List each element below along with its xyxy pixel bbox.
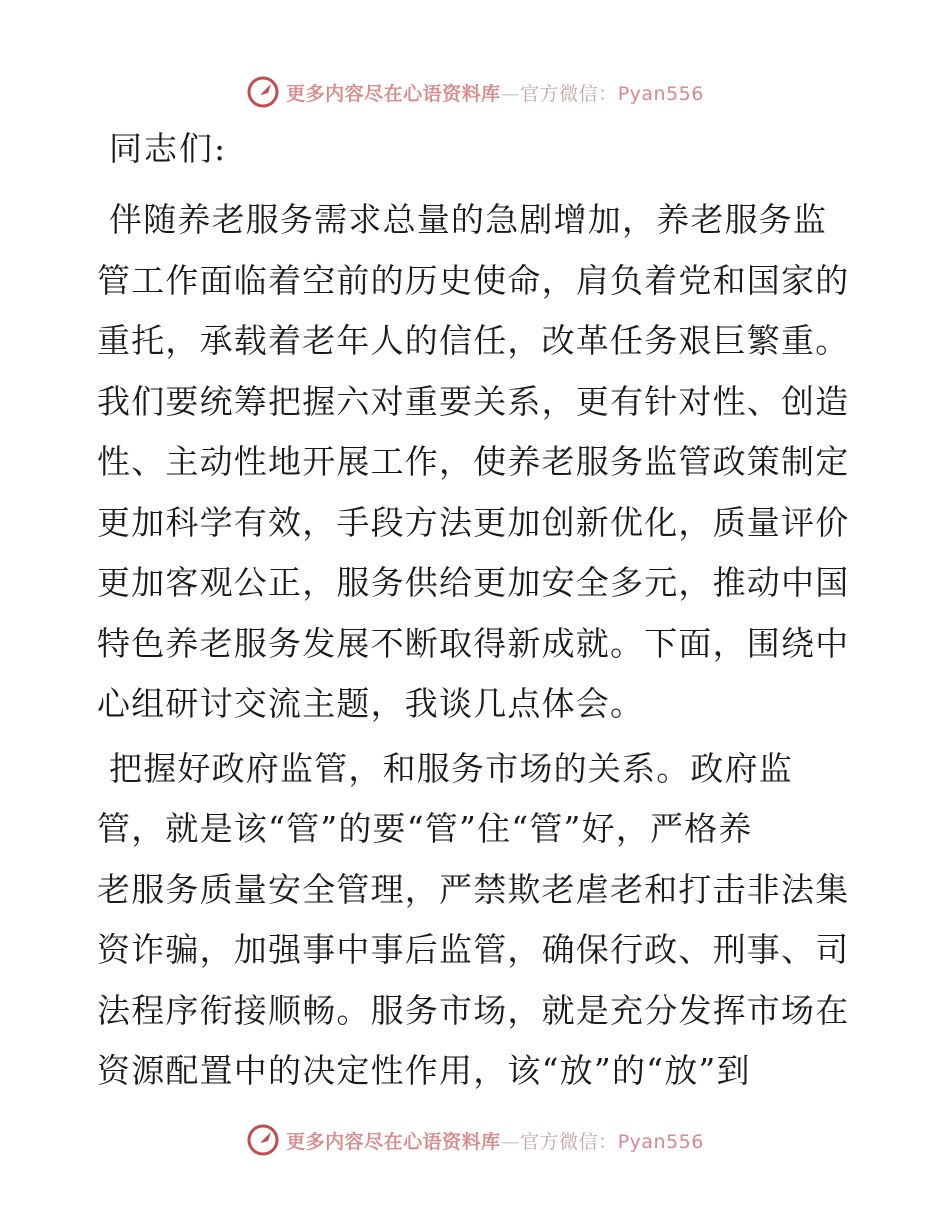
quill-logo-icon [246, 75, 280, 109]
paragraph-line: 管工作面临着空前的历史使命，肩负着党和国家的 [97, 260, 850, 300]
watermark-contact-label: 官方微信： [520, 82, 618, 105]
document-body [97, 122, 857, 1106]
paragraph-line: 资诈骗，加强事中事后监管，确保行政、刑事、司 [97, 930, 850, 969]
paragraph-line: 我们要统筹把握六对重要关系，更有针对性、创造 [97, 381, 850, 421]
watermark-separator: — [500, 82, 521, 105]
paragraph-line: 资源配置中的决定性作用，该“放”的“放”到 [97, 1051, 751, 1090]
paragraph-2 [97, 739, 857, 1102]
greeting: 同志们: [109, 129, 228, 168]
watermark-contact-id: Pyan556 [617, 82, 704, 105]
watermark-text [286, 79, 704, 106]
paragraph-line: 更加客观公正，服务供给更加安全多元，推动中国 [97, 563, 850, 602]
watermark-site: 更多内容尽在心语资料库 [286, 82, 501, 105]
paragraph-line: 重托，承载着老年人的信任，改革任务艰巨繁重。 [97, 321, 850, 360]
watermark-contact-label: 官方微信： [520, 1130, 618, 1153]
paragraph-line: 性、主动性地开展工作，使养老服务监管政策制定 [97, 442, 850, 481]
paragraph-line: 心组研讨交流主题，我谈几点体会。 [97, 684, 645, 723]
header-watermark [0, 72, 950, 112]
paragraph-line: 法程序衔接顺畅。服务市场，就是充分发挥市场在 [97, 990, 850, 1030]
paragraph-line: 更加科学有效，手段方法更加创新优化，质量评价 [97, 502, 850, 542]
paragraph-line: 管，就是该“管”的要“管”住“管”好，严格养 [97, 809, 753, 848]
paragraph-line: 特色养老服务发展不断取得新成就。下面，围绕中 [97, 623, 850, 663]
paragraph-line: 伴随养老服务需求总量的急剧增加，养老服务监 [109, 200, 828, 239]
paragraph-1 [97, 190, 857, 735]
watermark-contact-id: Pyan556 [617, 1130, 704, 1153]
quill-logo-icon [246, 1123, 280, 1157]
paragraph-line: 把握好政府监管，和服务市场的关系。政府监 [109, 748, 793, 788]
watermark-text [286, 1127, 704, 1154]
watermark-separator: — [500, 1130, 521, 1153]
footer-watermark [0, 1120, 950, 1160]
paragraph-line: 老服务质量安全管理，严禁欺老虐老和打击非法集 [97, 869, 850, 909]
watermark-site: 更多内容尽在心语资料库 [286, 1130, 501, 1153]
